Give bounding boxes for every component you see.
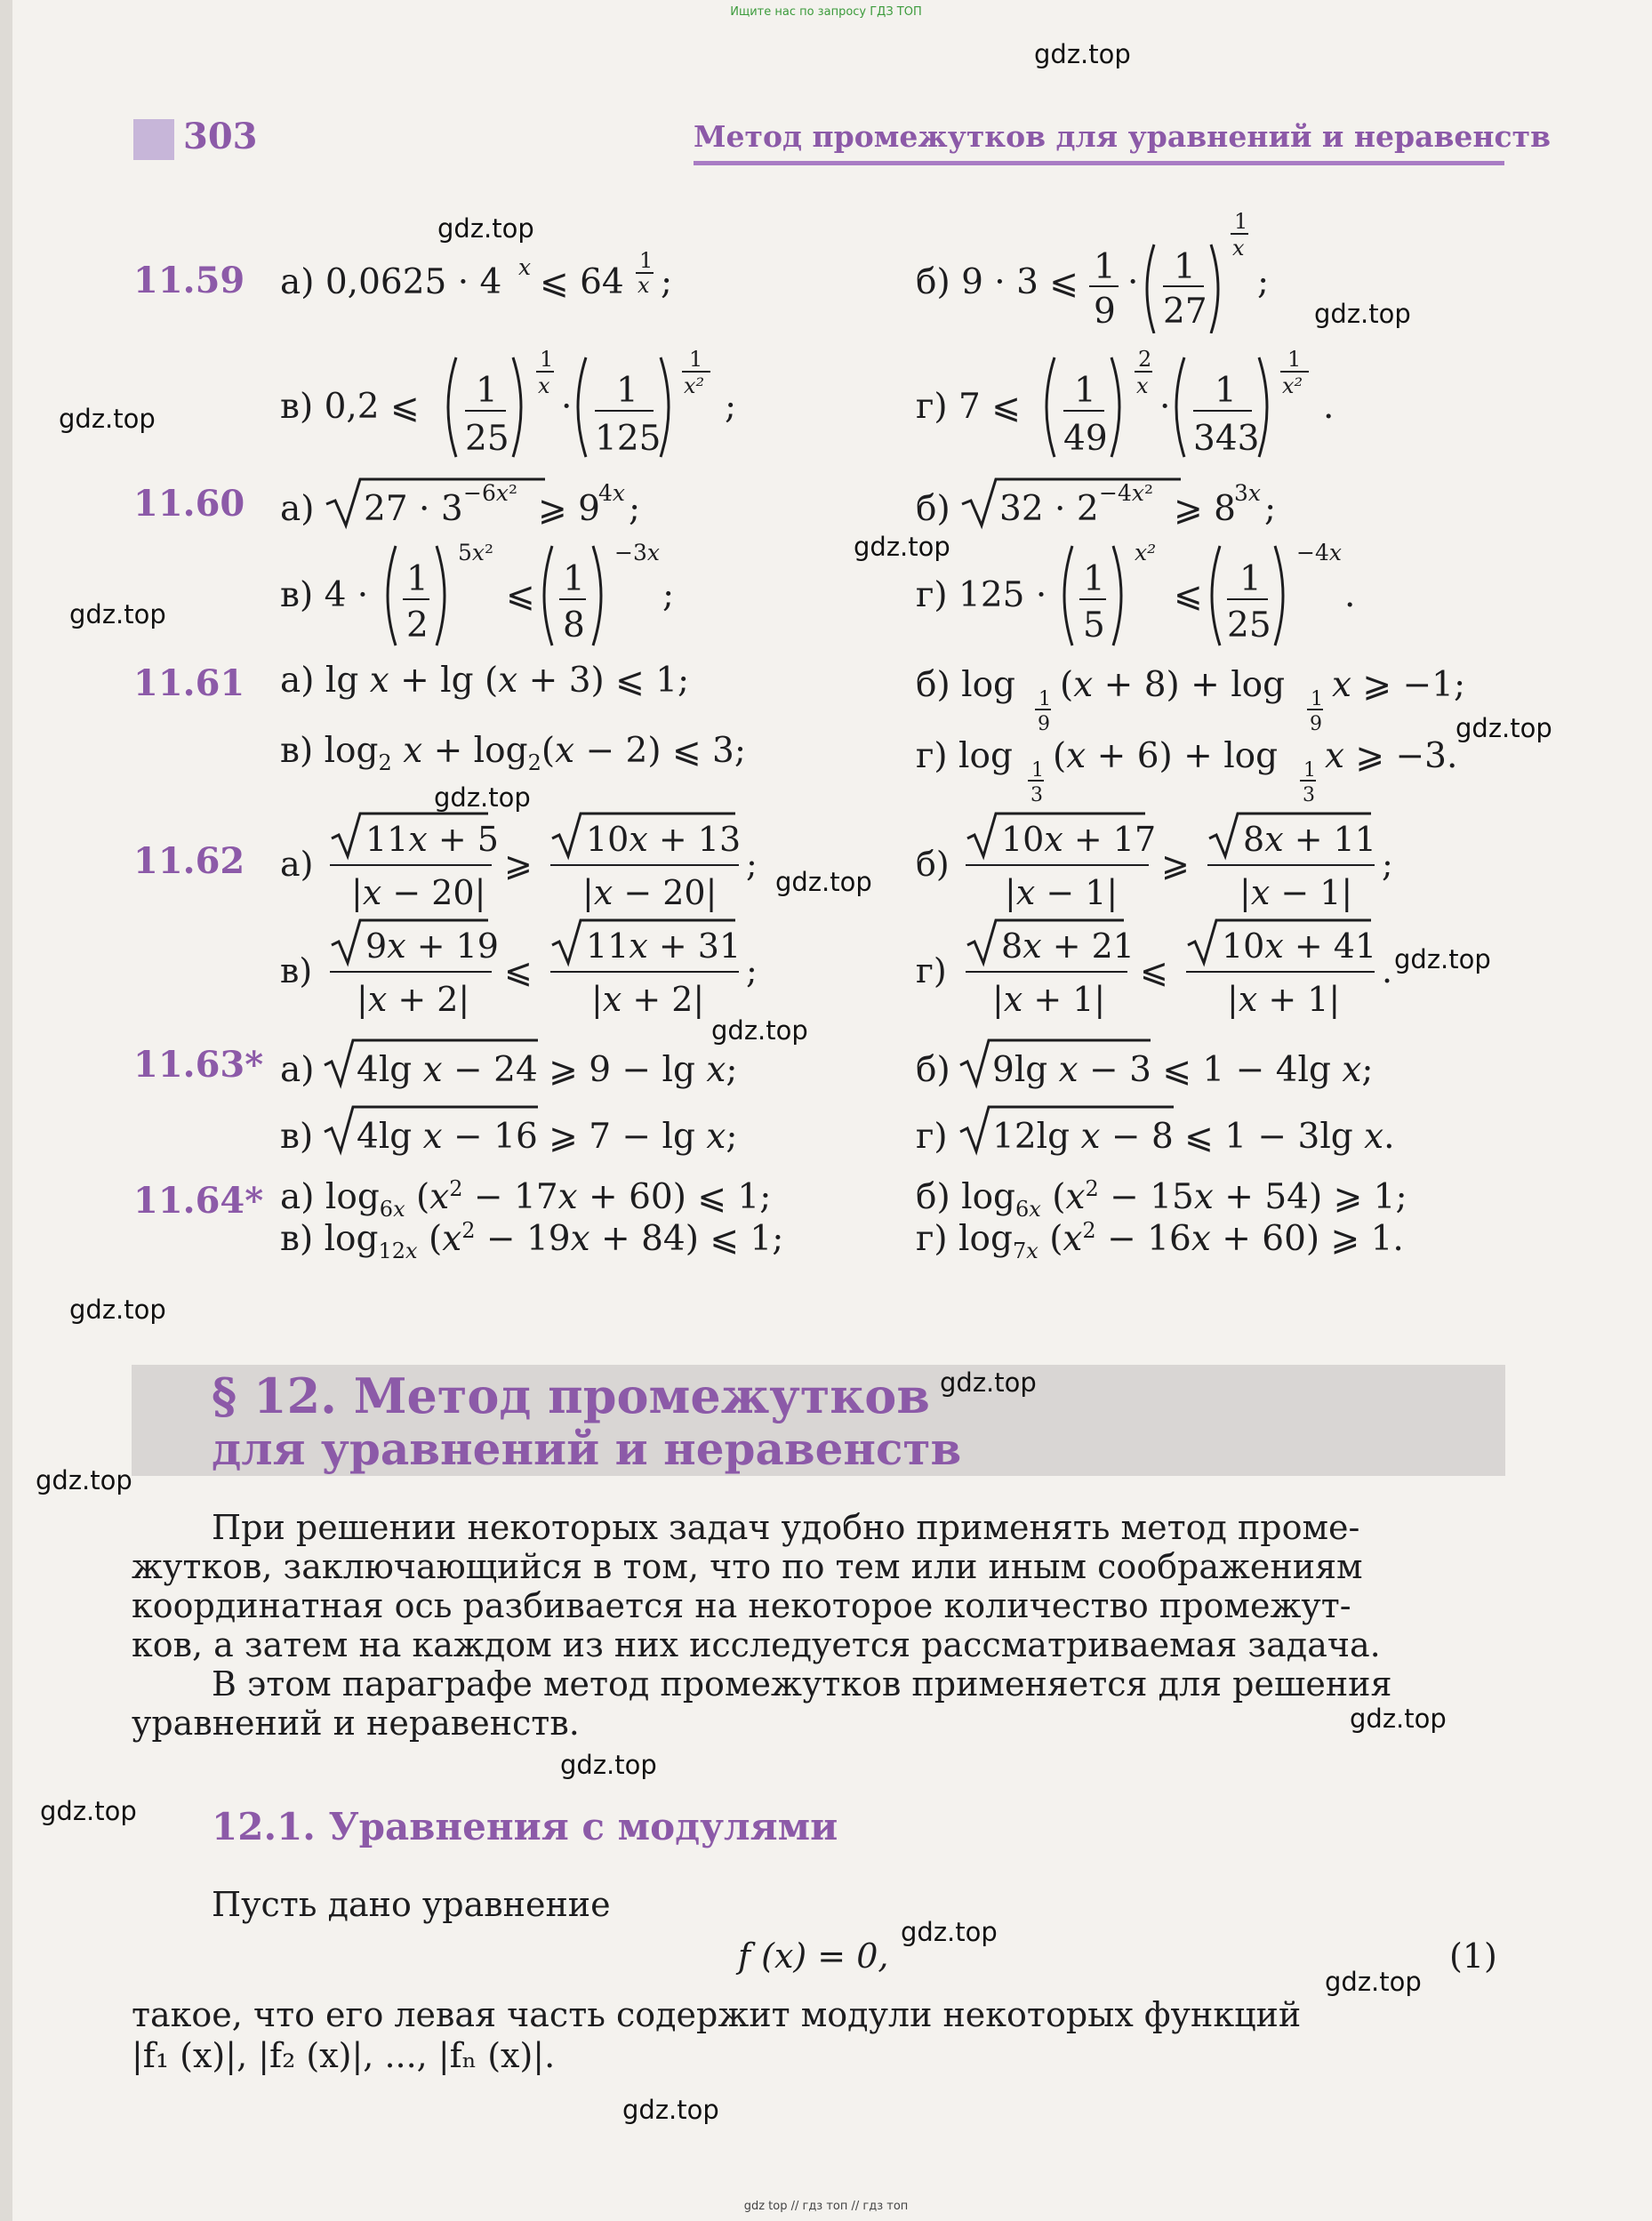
watermark-stamp: gdz.top	[940, 1367, 1037, 1398]
svg-text:3: 3	[1030, 784, 1043, 805]
svg-text:27: 27	[1163, 292, 1207, 332]
svg-text:;: ;	[746, 845, 758, 884]
svg-text:;: ;	[1264, 489, 1277, 529]
svg-text:3x: 3x	[1234, 480, 1262, 506]
svg-text:−4x²: −4x²	[1099, 480, 1153, 506]
problem-11-60-a	[280, 467, 707, 538]
svg-text:5x²: 5x²	[458, 540, 494, 565]
svg-text:в): в)	[280, 951, 313, 990]
problem-11-59-d	[916, 347, 1387, 471]
problem-11-62-d	[916, 911, 1414, 1027]
intro-line: координатная ось разбивается на некоторое количество промежут-	[132, 1586, 1351, 1625]
problem-11-63-a	[280, 1030, 778, 1101]
svg-text:1: 1	[689, 347, 703, 372]
running-title: Метод промежутков для уравнений и неравенств	[694, 119, 1552, 154]
svg-text:−4x: −4x	[1296, 540, 1342, 565]
svg-text:2: 2	[406, 605, 429, 645]
svg-text:|x − 20|: |x − 20|	[582, 873, 718, 912]
problem-11-63-c	[280, 1096, 778, 1167]
watermark-stamp: gdz.top	[437, 213, 534, 244]
svg-text:1: 1	[476, 371, 498, 411]
svg-text:(x + 8) + log: (x + 8) + log	[1060, 665, 1286, 705]
svg-text:−6x²: −6x²	[463, 480, 517, 506]
svg-text:|x + 1|: |x + 1|	[992, 980, 1106, 1019]
svg-text:|x + 2|: |x + 2|	[591, 980, 705, 1019]
svg-text:343: 343	[1193, 419, 1260, 459]
problem-number: 11.64*	[133, 1180, 264, 1222]
problem-11-59-b	[916, 200, 1325, 333]
svg-text:x²: x²	[1135, 540, 1157, 565]
problem-number: 11.63*	[133, 1044, 264, 1086]
svg-text:;: ;	[1257, 262, 1270, 302]
problem-11-60-b	[916, 467, 1343, 538]
svg-text:г): г)	[916, 1117, 948, 1157]
svg-text:9x + 19: 9x + 19	[365, 926, 499, 966]
svg-text:1: 1	[1083, 559, 1105, 599]
top-watermark: Ищите нас по запросу ГДЗ ТОП	[730, 5, 922, 19]
svg-text:1: 1	[616, 371, 638, 411]
after-eq-line: такое, что его левая часть содержит модули некоторых функций	[132, 1995, 1302, 2034]
watermark-stamp: gdz.top	[1034, 39, 1131, 69]
watermark-stamp: gdz.top	[854, 532, 950, 562]
problem-11-64-b: б) $\log_{6x} (x^2 - 15x + 54)$ ⩾ 1;	[916, 1176, 1407, 1222]
svg-text:25: 25	[1227, 605, 1271, 645]
watermark-stamp: gdz.top	[622, 2095, 719, 2125]
svg-text:8x + 11: 8x + 11	[1243, 820, 1376, 859]
svg-text:|x + 1|: |x + 1|	[1227, 980, 1341, 1019]
svg-text:1: 1	[1287, 347, 1302, 372]
svg-text:x ⩾ −3.: x ⩾ −3.	[1325, 736, 1458, 776]
svg-text:;: ;	[661, 262, 673, 302]
svg-text:а): а)	[280, 489, 315, 529]
svg-text:x: x	[518, 254, 532, 280]
page-number: 303	[183, 116, 258, 157]
svg-text:9lg x − 3 ⩽ 1 − 4lg x;: 9lg x − 3 ⩽ 1 − 4lg x;	[992, 1050, 1374, 1090]
watermark-stamp: gdz.top	[1456, 713, 1552, 743]
svg-text:1: 1	[1234, 209, 1248, 234]
svg-text:10x + 17: 10x + 17	[1001, 820, 1157, 859]
svg-text:в) 4 ·: в) 4 ·	[280, 575, 369, 615]
svg-text:в) 0,2 ⩽: в) 0,2 ⩽	[280, 387, 420, 427]
watermark-stamp: gdz.top	[775, 867, 872, 897]
svg-text:49: 49	[1063, 419, 1108, 459]
svg-text:8: 8	[563, 605, 585, 645]
problem-11-63-d	[916, 1096, 1414, 1167]
sub-intro: Пусть дано уравнение	[212, 1885, 611, 1924]
svg-text:;: ;	[725, 387, 737, 427]
svg-text:9: 9	[1310, 713, 1322, 734]
svg-text:;: ;	[629, 489, 641, 529]
svg-text:.: .	[1382, 951, 1393, 990]
problem-11-64-a: а) $\log_{6x} (x^2 - 17x + 60)$ ⩽ 1;	[280, 1176, 772, 1222]
svg-text:25: 25	[465, 419, 509, 459]
svg-text:1: 1	[1215, 371, 1237, 411]
intro-line: уравнений и неравенств.	[132, 1704, 580, 1743]
problem-11-64-d: г) $\log_{7x} (x^2 - 16x + 60)$ ⩾ 1.	[916, 1218, 1404, 1263]
svg-text:|x + 2|: |x + 2|	[357, 980, 470, 1019]
svg-text:4x: 4x	[598, 480, 626, 506]
watermark-stamp: gdz.top	[711, 1015, 808, 1046]
svg-text:.: .	[1323, 387, 1335, 427]
svg-text:x: x	[538, 373, 550, 398]
watermark-stamp: gdz.top	[69, 599, 166, 629]
svg-text:⩾: ⩾	[1161, 845, 1190, 884]
svg-text:1: 1	[563, 559, 585, 599]
watermark-stamp: gdz.top	[40, 1796, 137, 1826]
problem-11-61-a: а) lg x + lg (x + 3) ⩽ 1;	[280, 661, 690, 701]
svg-text:.: .	[1344, 575, 1356, 615]
svg-text:11x + 5: 11x + 5	[365, 820, 499, 859]
svg-text:б): б)	[916, 845, 950, 884]
svg-text:а): а)	[280, 1050, 315, 1090]
intro-line: В этом параграфе метод промежутков применяется для решения	[212, 1664, 1392, 1704]
svg-text:1: 1	[1031, 759, 1044, 782]
problem-number: 11.61	[133, 662, 245, 704]
svg-text:·: ·	[1159, 387, 1171, 427]
watermark-stamp: gdz.top	[901, 1917, 998, 1947]
svg-text:г): г)	[916, 951, 947, 990]
svg-text:|x − 1|: |x − 1|	[1005, 873, 1119, 912]
svg-text:⩽: ⩽	[1140, 951, 1168, 990]
svg-text:9: 9	[1094, 292, 1116, 332]
problem-number: 11.62	[133, 840, 245, 882]
svg-text:;: ;	[1382, 845, 1393, 884]
watermark-stamp: gdz.top	[434, 782, 531, 813]
svg-text:4lg x − 24 ⩾ 9 − lg x;: 4lg x − 24 ⩾ 9 − lg x;	[357, 1050, 738, 1090]
svg-text:10x + 41: 10x + 41	[1222, 926, 1377, 966]
svg-text:⩾ 9: ⩾ 9	[538, 489, 600, 529]
header-marker	[133, 119, 174, 160]
svg-text:⩾: ⩾	[504, 845, 533, 884]
problem-11-61-d	[916, 725, 1467, 805]
svg-text:12lg x − 8 ⩽ 1 − 3lg x.: 12lg x − 8 ⩽ 1 − 3lg x.	[992, 1117, 1395, 1157]
svg-text:г) 7 ⩽: г) 7 ⩽	[916, 387, 1021, 427]
svg-text:б): б)	[916, 1050, 950, 1090]
intro-line: жутков, заключающийся в том, что по тем или иным соображениям	[132, 1547, 1363, 1586]
svg-text:;: ;	[746, 951, 758, 990]
svg-text:1: 1	[1174, 247, 1196, 287]
svg-text:в): в)	[280, 1117, 314, 1157]
svg-text:27 · 3: 27 · 3	[364, 489, 463, 529]
svg-text:⩽: ⩽	[506, 575, 535, 615]
watermark-stamp: gdz.top	[69, 1295, 166, 1325]
section-title-line2: для уравнений и неравенств	[212, 1423, 962, 1475]
svg-text:⩾ 8: ⩾ 8	[1174, 489, 1236, 529]
svg-text:1: 1	[406, 559, 429, 599]
svg-text:б) log: б) log	[916, 665, 1016, 705]
svg-text:10x + 13: 10x + 13	[586, 820, 742, 859]
svg-text:−3x: −3x	[614, 540, 660, 565]
svg-text:x: x	[1136, 373, 1149, 398]
svg-text:б): б)	[916, 489, 950, 529]
svg-text:8x + 21: 8x + 21	[1001, 926, 1135, 966]
svg-text:а): а)	[280, 845, 314, 884]
svg-text:1: 1	[1074, 371, 1096, 411]
svg-text:г) 125 ·: г) 125 ·	[916, 575, 1047, 615]
svg-text:·: ·	[561, 387, 573, 427]
intro-line: ков, а затем на каждом из них исследуется рассматриваемая задача.	[132, 1625, 1381, 1664]
subsection-title: 12.1. Уравнения с модулями	[212, 1805, 838, 1848]
svg-text:⩽: ⩽	[1174, 575, 1203, 615]
watermark-stamp: gdz.top	[1325, 1967, 1422, 1997]
svg-text:⩽ 64: ⩽ 64	[540, 262, 624, 302]
watermark-stamp: gdz.top	[59, 404, 156, 434]
watermark-stamp: gdz.top	[560, 1750, 657, 1780]
problem-11-62-c	[280, 911, 778, 1027]
problem-11-62-a	[280, 805, 778, 920]
page-edge	[0, 0, 12, 2221]
problem-number: 11.59	[133, 260, 245, 301]
svg-text:9: 9	[1038, 713, 1050, 734]
watermark-stamp: gdz.top	[1350, 1704, 1447, 1734]
problem-11-64-c: в) $\log_{12x} (x^2 - 19x + 84)$ ⩽ 1;	[280, 1218, 784, 1263]
problem-11-60-d	[916, 533, 1378, 658]
svg-text:;: ;	[662, 575, 675, 615]
svg-text:x ⩾ −1;: x ⩾ −1;	[1332, 665, 1466, 705]
svg-text:5: 5	[1083, 605, 1105, 645]
svg-text:|x − 20|: |x − 20|	[351, 873, 486, 912]
svg-text:3: 3	[1303, 784, 1315, 805]
bottom-watermark: gdz top // гдз топ // гдз топ	[743, 2200, 909, 2213]
svg-text:1: 1	[1039, 688, 1051, 710]
intro-line: При решении некоторых задач удобно применять метод проме-	[212, 1508, 1360, 1547]
svg-text:x: x	[1232, 236, 1245, 261]
watermark-stamp: gdz.top	[1314, 299, 1411, 329]
section-title: § 12. Метод промежутков	[212, 1367, 930, 1424]
header-rule	[694, 161, 1504, 165]
svg-text:2: 2	[1138, 347, 1152, 372]
equation-number: (1)	[1449, 1936, 1497, 1976]
svg-text:x²: x²	[1282, 373, 1303, 398]
problem-11-63-b	[916, 1030, 1414, 1101]
svg-text:|x − 1|: |x − 1|	[1239, 873, 1353, 912]
svg-text:г) log: г) log	[916, 736, 1013, 776]
problem-11-61-b	[916, 653, 1467, 734]
svg-text:а) 0,0625 · 4: а) 0,0625 · 4	[280, 262, 502, 302]
svg-text:1: 1	[639, 248, 654, 273]
problem-11-61-c: в) $\log_2 x + \log_2(x - 2)$ ⩽ 3;	[280, 731, 747, 775]
svg-text:11x + 31: 11x + 31	[586, 926, 742, 966]
watermark-stamp: gdz.top	[36, 1465, 132, 1495]
svg-text:⩽: ⩽	[504, 951, 533, 990]
svg-text:1: 1	[1094, 247, 1116, 287]
function-list: |f₁ (x)|, |f₂ (x)|, ..., |fₙ (x)|.	[132, 2036, 556, 2075]
watermark-stamp: gdz.top	[1394, 944, 1491, 974]
equation-1: f (x) = 0,	[738, 1936, 889, 1976]
svg-text:125: 125	[595, 419, 662, 459]
svg-text:(x + 6) + log: (x + 6) + log	[1053, 736, 1279, 776]
svg-text:·: ·	[1127, 262, 1139, 302]
problem-number: 11.60	[133, 483, 245, 525]
svg-text:1: 1	[540, 347, 554, 372]
svg-text:4lg x − 16 ⩾ 7 − lg x;: 4lg x − 16 ⩾ 7 − lg x;	[357, 1117, 738, 1157]
svg-text:1: 1	[1311, 688, 1323, 710]
svg-text:1: 1	[1239, 559, 1262, 599]
svg-text:1: 1	[1303, 759, 1316, 782]
problem-11-62-b	[916, 805, 1414, 920]
svg-text:x: x	[638, 273, 650, 298]
problem-11-59-c	[280, 347, 778, 471]
problem-11-60-c	[280, 533, 707, 658]
svg-text:x²: x²	[684, 373, 705, 398]
svg-text:32 · 2: 32 · 2	[999, 489, 1099, 529]
svg-text:б) 9 · 3 ⩽: б) 9 · 3 ⩽	[916, 262, 1079, 302]
